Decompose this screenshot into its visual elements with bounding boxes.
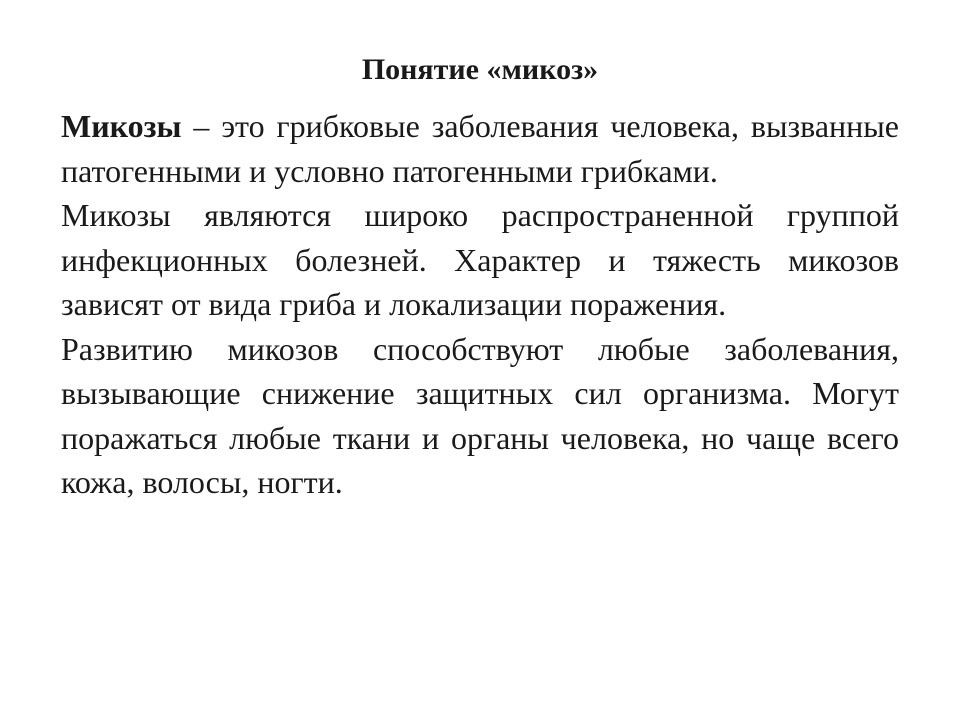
definition-text: – это грибковые заболевания человека, вызванные патогенными и условно патогенными грибками. <box>61 108 899 189</box>
paragraph-risk-factors: Развитию микозов способствуют любые заболевания, вызывающие снижение защитных сил организма. Могут поражаться любые ткани и органы человека, но чаще всего кожа, волосы, ногти. <box>61 330 899 500</box>
slide-body <box>61 104 899 505</box>
paragraph-definition <box>61 104 899 193</box>
paragraph-prevalence: Микозы являются широко распространенной группой инфекционных болезней. Характер и тяжесть микозов зависят от вида гриба и локализации поражения. <box>61 197 899 322</box>
term-mycoses: Микозы <box>61 108 182 144</box>
slide-title: Понятие «микоз» <box>361 53 599 86</box>
